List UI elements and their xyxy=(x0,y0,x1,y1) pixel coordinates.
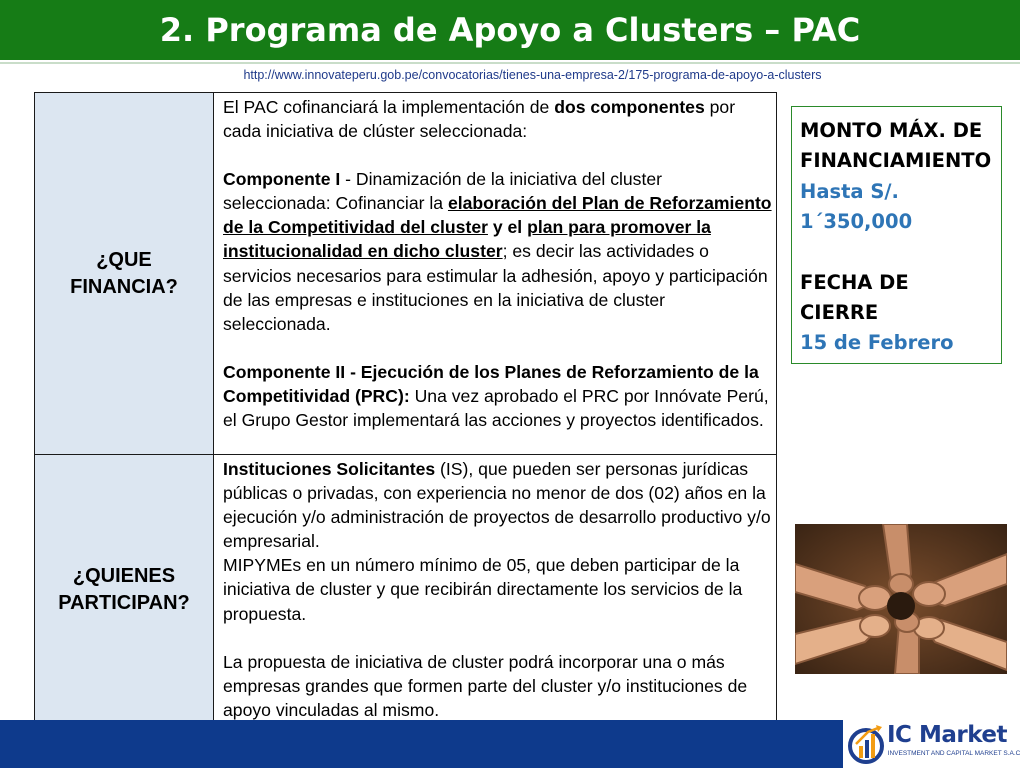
mipymes-paragraph: MIPYMEs en un número mínimo de 05, que deben participar de la iniciativa de cluster y que recibirán directamente los servicios de la propuesta. xyxy=(223,555,743,624)
logo-tagline: INVESTMENT AND CAPITAL MARKET S.A.C xyxy=(887,750,1020,757)
componente-1-paragraph: Componente I - Dinamización de la iniciativa del cluster seleccionada: Cofinanciar la elaboración del Plan de Reforzamiento de la Competitividad del cluster y el plan para promover la institucionalidad en dicho cluster; es decir las actividades o servicios necesarios para estimular la adhesión, apoyo y participación de las empresas e instituciones en la iniciativa de cluster seleccionada. xyxy=(223,169,772,334)
title-bar xyxy=(0,0,1020,60)
propuesta-paragraph: La propuesta de iniciativa de cluster podrá incorporar una o más empresas grandes que formen parte del cluster y/o instituciones de apoyo vinculadas al mismo. xyxy=(223,651,748,720)
intro-paragraph: El PAC cofinanciará la implementación de dos componentes por cada iniciativa de clúster seleccionada: xyxy=(223,97,736,142)
financing-info-box: MONTO MÁX. DE FINANCIAMIENTO Hasta S/. 1´350,000 FECHA DE CIERRE 15 de Febrero xyxy=(791,106,1002,364)
fecha-label: FECHA DE xyxy=(800,270,909,294)
table-row xyxy=(35,93,777,455)
logo-mark-icon xyxy=(846,722,886,766)
row-content-participan xyxy=(214,455,777,726)
table-row xyxy=(35,455,777,726)
monto-label: MONTO MÁX. DE xyxy=(800,119,983,142)
title-divider xyxy=(0,62,1020,64)
page-title: 2. Programa de Apoyo a Clusters – PAC xyxy=(159,11,861,49)
row-label-participan: ¿QUIENES PARTICIPAN? xyxy=(35,455,214,726)
row-content-financia xyxy=(214,93,777,455)
componente-2-paragraph: Componente II - Ejecución de los Planes de Reforzamiento de la Competitividad (PRC): Una vez aprobado el PRC por Innóvate Perú, el Grupo Gestor implementará las acciones y proyectos identificados. xyxy=(223,361,769,431)
linked-hands-image xyxy=(795,524,1007,674)
source-url[interactable]: http://www.innovateperu.gob.pe/convocatorias/tienes-una-empresa-2/175-programa-de-apoyo-a-clusters xyxy=(243,68,822,82)
ic-market-logo xyxy=(840,720,1020,768)
fecha-value: 15 de Febrero xyxy=(800,331,954,355)
logo-text: IC Market xyxy=(887,722,1007,748)
program-table xyxy=(34,92,777,726)
row-label-financia: ¿QUE FINANCIA? xyxy=(35,93,214,455)
is-paragraph: Instituciones Solicitantes (IS), que pueden ser personas jurídicas públicas o privadas, con experiencia no menor de dos (02) años en la ejecución y/o administración de proyectos de desarrollo productivo y/o empresarial. xyxy=(223,459,771,552)
monto-value: Hasta S/. xyxy=(800,179,899,203)
